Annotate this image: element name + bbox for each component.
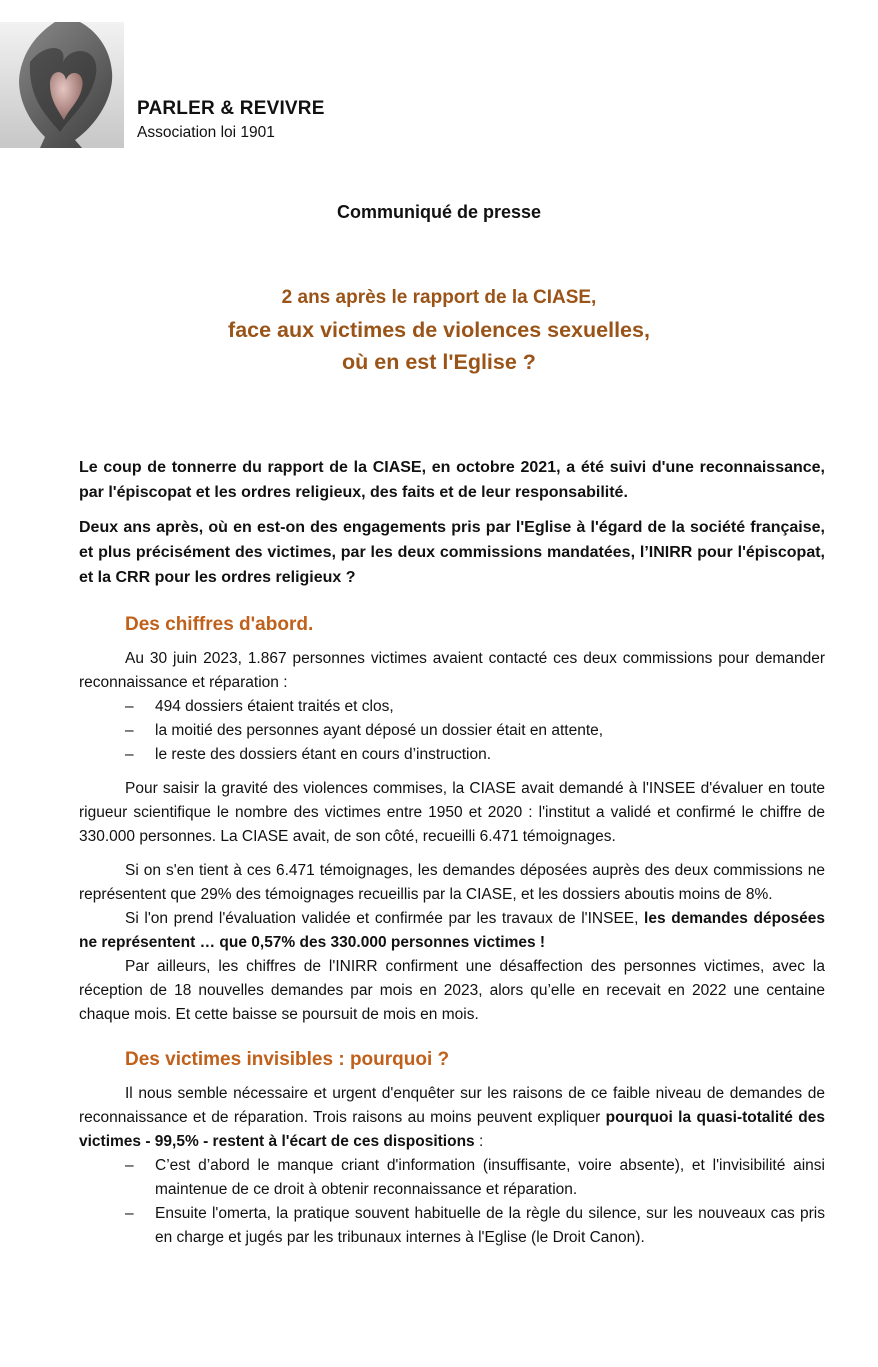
list-item: – la moitié des personnes ayant déposé un dossier était en attente, [125,722,604,739]
headline-line-2: face aux victimes de violences sexuelles, [228,318,650,342]
article-body [79,455,825,1250]
section-heading-figures: Des chiffres d'abord. [125,614,314,635]
reasons-list [79,1154,825,1250]
list-item: – Ensuite l'omerta, la pratique souvent habituelle de la règle du silence, sur les nouveaux cas pris en charge et jugés par les tribunaux internes à l'Eglise (le Droit Canon). [125,1205,825,1246]
list-item: – C’est d’abord le manque criant d'information (insuffisante, voire absente), et l'invisibilité ainsi maintenue de ce droit à obtenir reconnaissance et réparation. [125,1157,825,1198]
section-heading-invisible-victims: Des victimes invisibles : pourquoi ? [125,1049,450,1070]
figures-paragraph-1: Au 30 juin 2023, 1.867 personnes victimes avaient contacté ces deux commissions pour demander reconnaissance et réparation : [79,650,825,691]
figures-paragraph-5: Par ailleurs, les chiffres de l'INIRR confirment une désaffection des personnes victimes, avec la réception de 18 nouvelles demandes par mois en 2023, alors qu’elle en recevait en 2022 une centaine chaque mois. Et cette baisse se poursuit de mois en mois. [79,958,825,1023]
headline-line-1: 2 ans après le rapport de la CIASE, [281,287,597,308]
intro [79,455,825,590]
press-release-label: Communiqué de presse [336,202,542,222]
heart-hands-logo [0,22,124,148]
list-item: – 494 dossiers étaient traités et clos, [125,698,394,715]
invisible-paragraph-1: Il nous semble nécessaire et urgent d'enquêter sur les raisons de ce faible niveau de demandes de reconnaissance et de réparation. Trois raisons au moins peuvent expliquer pourquoi la quasi-totalité des victimes - 99,5% - restent à l'écart de ces dispositions : [79,1085,825,1150]
headline-line-3: où en est l'Eglise ? [342,350,536,374]
figures-paragraph-3: Si on s'en tient à ces 6.471 témoignages, les demandes déposées auprès des deux commissions ne représentent que 29% des témoignages recueillis par la CIASE, et les dossiers aboutis moins de 8%. [79,862,825,903]
intro-paragraph-1: Le coup de tonnerre du rapport de la CIASE, en octobre 2021, a été suivi d'une reconnaissance, par l'épiscopat et les ordres religieux, des faits et de leur responsabilité. [79,459,825,501]
intro-paragraph-2: Deux ans après, où en est-on des engagements pris par l'Eglise à l'égard de la société française, et plus précisément des victimes, par les deux commissions mandatées, l’INIRR pour l'épiscopat, et la CRR pour les ordres religieux ? [79,519,825,586]
figures-paragraph-4: Si l'on prend l'évaluation validée et confirmée par les travaux de l'INSEE, les demandes déposées ne représentent … que 0,57% des 330.000 personnes victimes ! [79,910,825,951]
figures-paragraph-2: Pour saisir la gravité des violences commises, la CIASE avait demandé à l'INSEE d'évaluer en toute rigueur scientifique le nombre des victimes entre 1950 et 2020 : l'institut a validé et confirmé le chiffre de 330.000 personnes. La CIASE avait, de son côté, recueilli 6.471 témoignages. [79,780,825,845]
organization-name: PARLER & REVIVRE [137,98,325,119]
figures-list [79,695,825,767]
list-item: – le reste des dossiers étant en cours d’instruction. [125,746,492,763]
headline [0,282,878,378]
organization-subtitle: Association loi 1901 [137,124,275,141]
